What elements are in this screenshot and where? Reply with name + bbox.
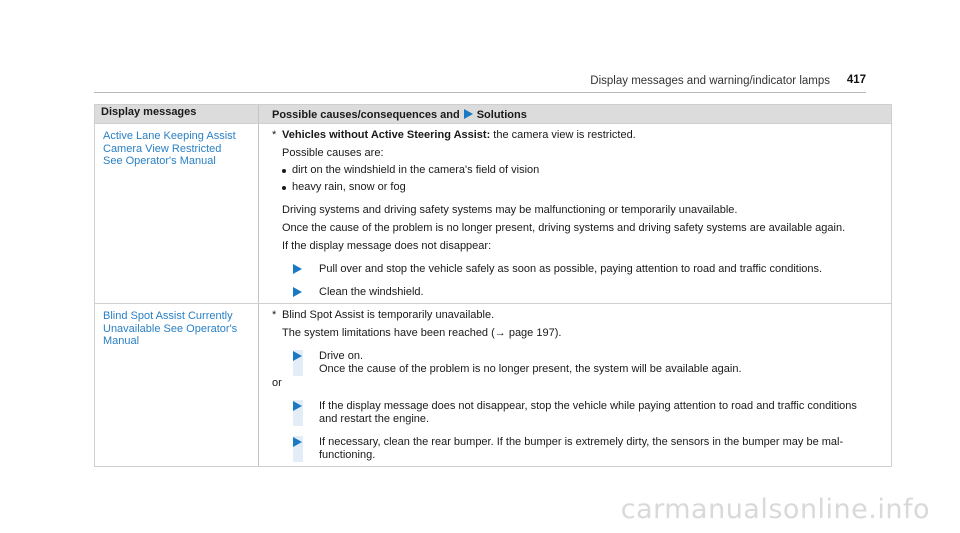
paragraph: Once the cause of the problem is no longer present, driving systems and driving safety systems are available again. [282,222,846,234]
lead-bold-text: Vehicles without Active Steering Assist: [282,129,491,141]
paragraph: The system limitations have been reached (→ page 197). [282,327,562,339]
page-header [94,74,866,93]
step-text: Pull over and stop the vehicle safely as soon as possible, paying attention to road and traffic conditions. [319,263,823,275]
display-message-text [95,304,258,466]
paragraph: If the display message does not disappear: [282,240,492,252]
step-arrow-icon [293,264,302,274]
step-text: If necessary, clean the rear bumper. If the bumper is extremely dirty, the sensors in the bumper may be mal- [319,436,844,448]
step-text: If the display message does not disappear, stop the vehicle while paying attention to road and traffic conditions [319,400,857,412]
step-text: Drive on. [319,350,364,362]
solution-step [282,263,885,276]
bullet-dot-icon [282,186,286,190]
lead-text: Blind Spot Assist is temporarily unavailable. [282,309,495,321]
step-arrow-icon [293,287,302,297]
bullet-dot-icon [282,169,286,173]
table-header-row [95,105,891,123]
message-line: Camera View Restricted [103,142,222,155]
display-messages-table [94,104,892,467]
section-title: Display messages and warning/indicator lamps [590,75,830,87]
message-line: Manual [103,335,140,347]
bullet-text: heavy rain, snow or fog [292,181,406,193]
paragraph: Driving systems and driving safety systems may be malfunctioning or temporarily unavailable. [282,204,738,216]
message-line: Blind Spot Assist Currently [103,310,233,322]
col-header-display-messages: Display messages [101,106,197,118]
solution-step [282,286,885,299]
bullet-text: dirt on the windshield in the camera's field of vision [292,164,540,176]
step-text: Clean the windshield. [319,286,424,298]
causes-intro: Possible causes are: [282,147,384,159]
star-marker: * [272,309,277,321]
col-header-solutions [258,105,891,123]
lead-text: the camera view is restricted. [490,129,636,141]
solution-step [282,350,885,376]
message-line: See Operator's Manual [103,155,216,167]
causes-solutions-cell [258,304,891,466]
step-text: functioning. [319,449,376,461]
lead-line [272,129,885,142]
display-message-text [95,124,258,303]
message-line: Active Lane Keeping Assist [103,130,236,142]
causes-solutions-cell [258,124,891,303]
solutions-arrow-icon [464,109,473,119]
or-label: or [272,377,282,389]
solution-step [282,400,885,426]
step-arrow-icon [293,351,302,361]
lead-line [272,309,885,322]
table-row [95,303,891,466]
step-arrow-icon [293,401,302,411]
page-number: 417 [846,74,866,86]
message-line: Unavailable See Operator's [103,322,238,335]
watermark: carmanualsonline.info [620,494,930,525]
step-text: and restart the engine. [319,413,430,425]
table-row [95,123,891,303]
step-arrow-icon [293,437,302,447]
col-header-causes-label: Possible causes/consequences and [272,109,460,121]
list-item [272,164,885,177]
star-marker: * [272,129,277,141]
list-item [272,181,885,194]
col-header-solutions-label: Solutions [476,109,527,121]
step-text: Once the cause of the problem is no longer present, the system will be available again. [319,363,742,375]
solution-step [282,436,885,462]
